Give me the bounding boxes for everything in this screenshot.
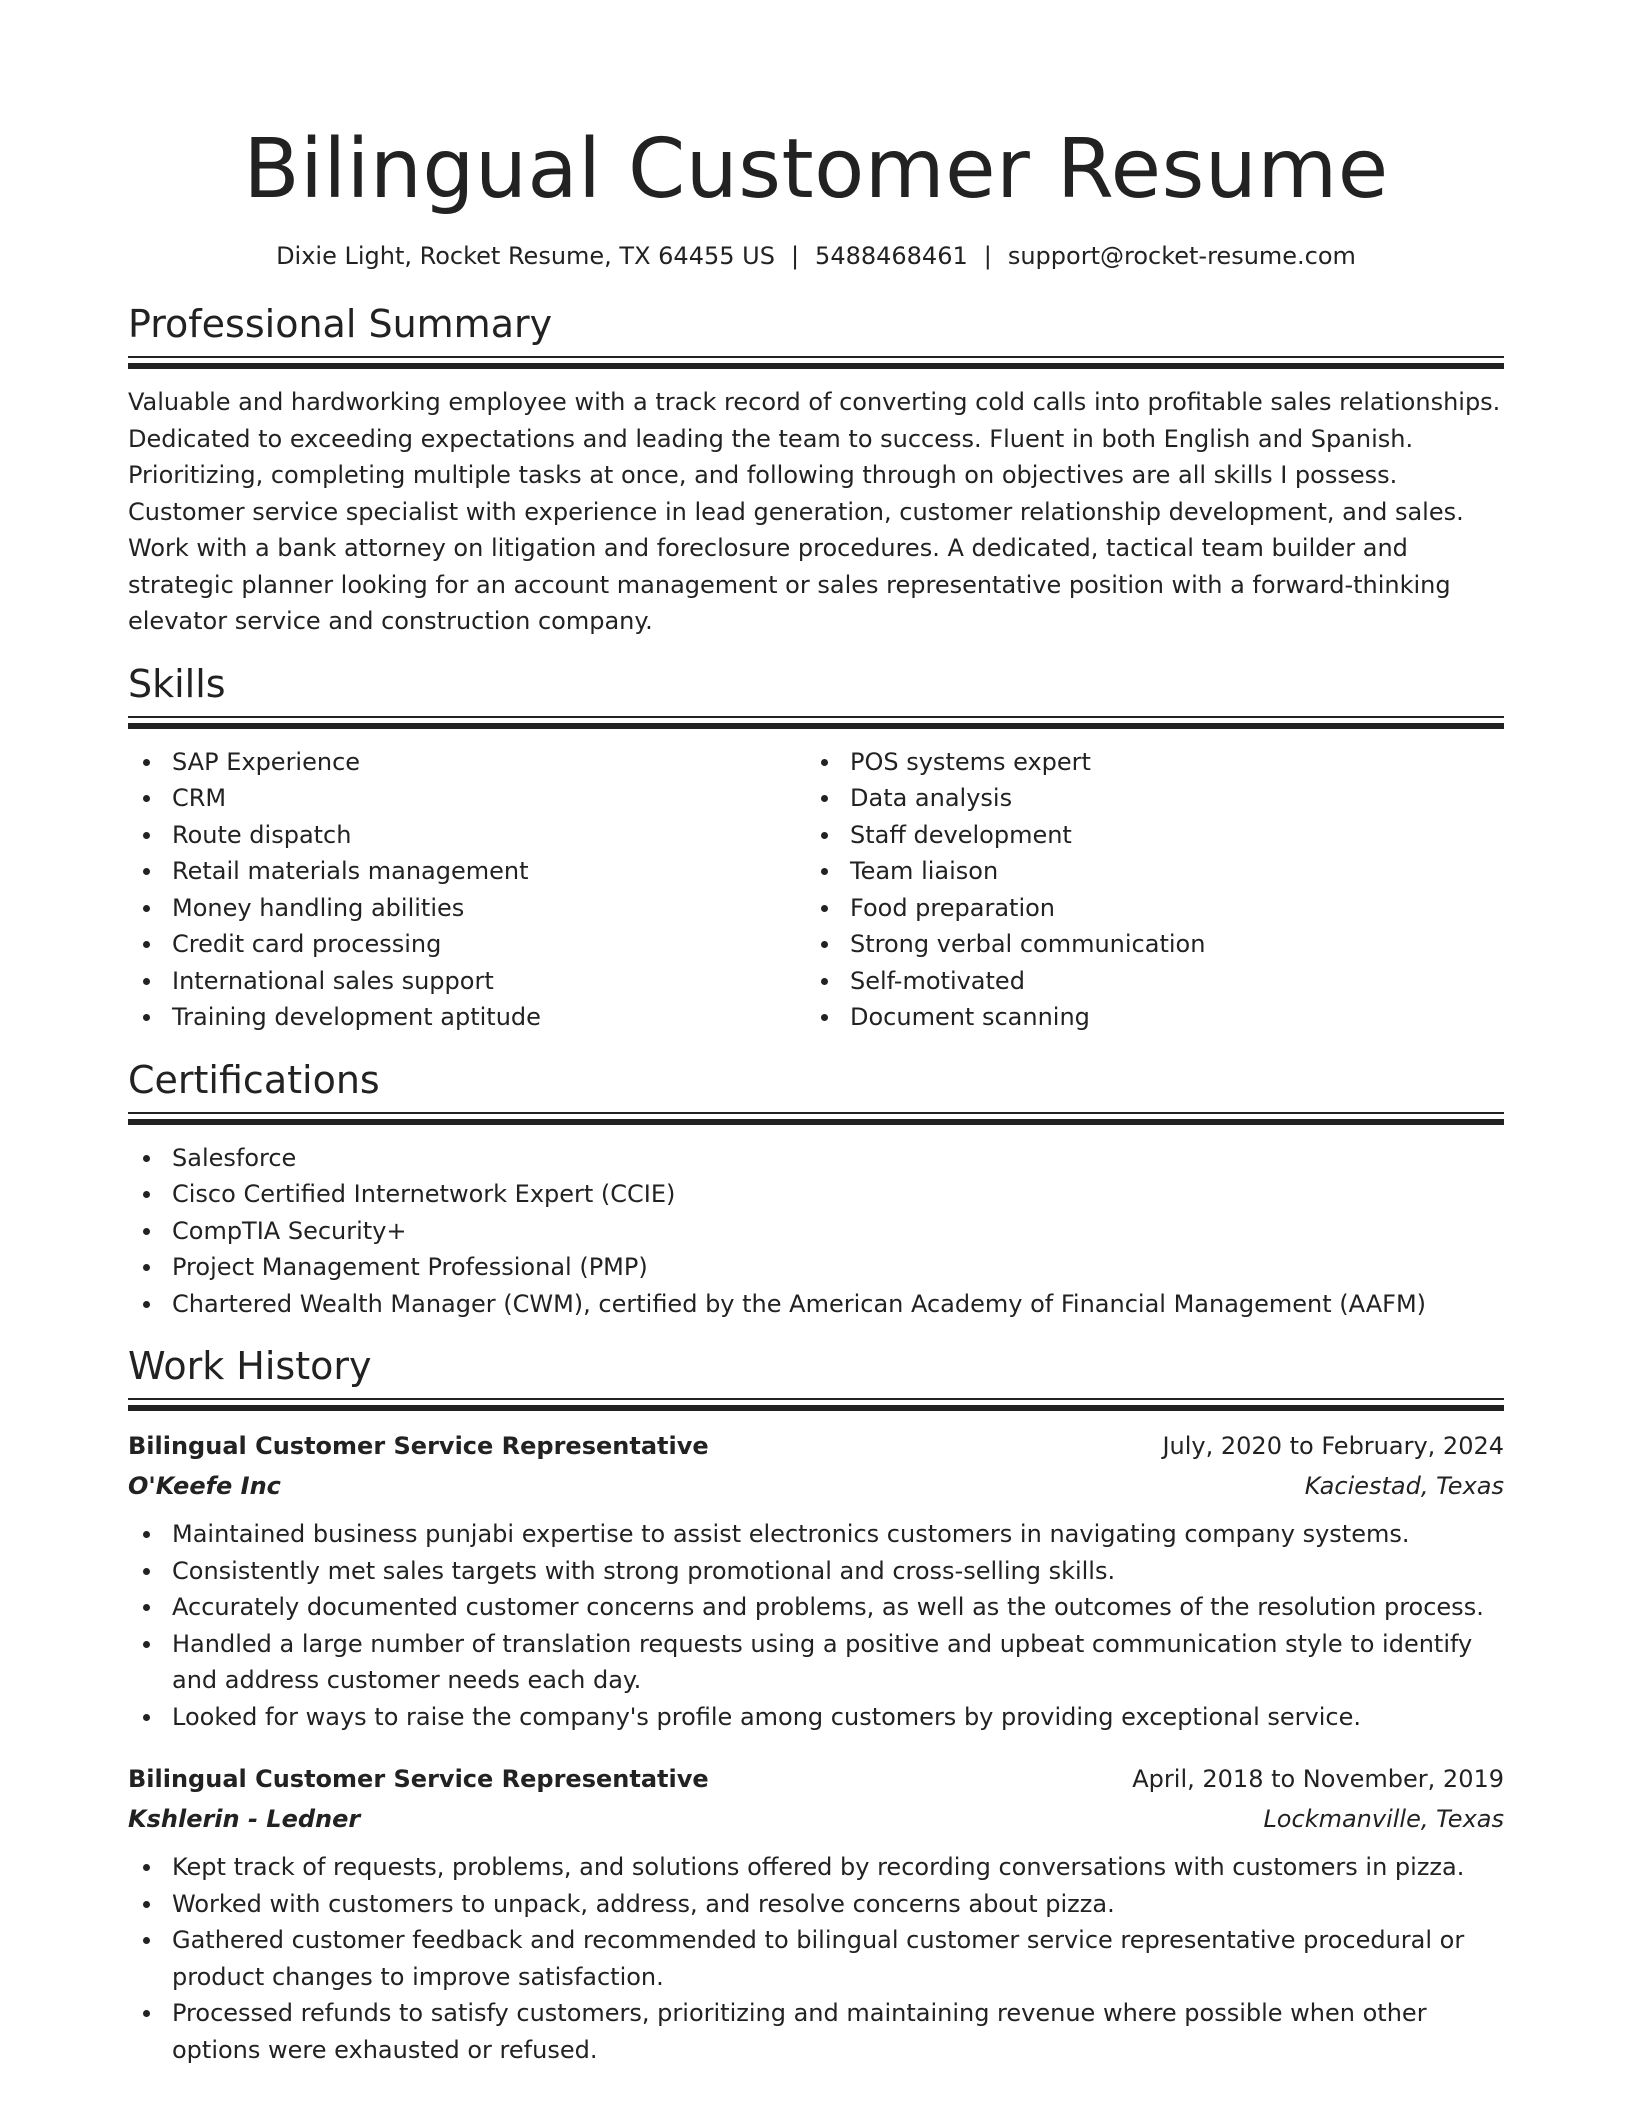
contact-line xyxy=(128,240,1504,272)
contact-phone: 5488468461 xyxy=(815,242,968,270)
skill-item: Food preparation xyxy=(806,890,1484,927)
skill-item: POS systems expert xyxy=(806,744,1484,781)
certifications-list xyxy=(128,1140,1504,1323)
skills-list-right xyxy=(806,744,1484,1036)
skill-item: Strong verbal communication xyxy=(806,926,1484,963)
contact-separator: | xyxy=(790,242,800,270)
skill-item: Team liaison xyxy=(806,853,1484,890)
summary-text: Valuable and hardworking employee with a track record of converting cold calls into profitable sales relationships. Dedicated to exceeding expectations and leading the team to success. Fluent in both English and Spanish. Prioritizing, completing multiple tasks at once, and following through on objectives are all skills I possess. Customer service specialist with experience in lead generation, customer relationship development, and sales. Work with a bank attorney on litigation and foreclosure procedures. A dedicated, tactical team builder and strategic planner looking for an account management or sales representative position with a forward-thinking elevator service and construction company. xyxy=(128,388,1501,635)
skill-item: Staff development xyxy=(806,817,1484,854)
certification-item: Salesforce xyxy=(128,1140,1504,1177)
job-entry xyxy=(128,1426,1504,1735)
job-subheader xyxy=(128,1466,1504,1506)
skill-item: Data analysis xyxy=(806,780,1484,817)
job-location: Kaciestad, Texas xyxy=(1304,1472,1504,1500)
job-bullet: Processed refunds to satisfy customers, prioritizing and maintaining revenue where possible when other options were exhausted or refused. xyxy=(128,1995,1504,2068)
skills-columns xyxy=(128,744,1504,1036)
job-dates: April, 2018 to November, 2019 xyxy=(1132,1765,1504,1793)
skill-item: Training development aptitude xyxy=(128,999,806,1036)
job-title: Bilingual Customer Service Representative xyxy=(128,1432,709,1460)
certifications-section xyxy=(128,1056,1504,1323)
skill-item: CRM xyxy=(128,780,806,817)
job-bullets xyxy=(128,1516,1504,1735)
skill-item: Self-motivated xyxy=(806,963,1484,1000)
skill-item: Money handling abilities xyxy=(128,890,806,927)
job-bullet: Maintained business punjabi expertise to assist electronics customers in navigating company systems. xyxy=(128,1516,1504,1553)
job-dates: July, 2020 to February, 2024 xyxy=(1162,1432,1504,1460)
job-bullet: Kept track of requests, problems, and solutions offered by recording conversations with customers in pizza. xyxy=(128,1849,1504,1886)
job-bullet: Handled a large number of translation requests using a positive and upbeat communication style to identify and address customer needs each day. xyxy=(128,1626,1504,1699)
job-header xyxy=(128,1426,1504,1466)
resume-title: Bilingual Customer Resume xyxy=(243,122,1389,217)
section-divider xyxy=(128,1112,1504,1126)
job-bullet: Consistently met sales targets with strong promotional and cross-selling skills. xyxy=(128,1553,1504,1590)
skill-item: Route dispatch xyxy=(128,817,806,854)
section-divider xyxy=(128,1398,1504,1412)
summary-heading: Professional Summary xyxy=(128,302,553,346)
certification-item: Cisco Certified Internetwork Expert (CCIE) xyxy=(128,1176,1504,1213)
job-company: O'Keefe Inc xyxy=(128,1472,281,1500)
certification-item: Project Management Professional (PMP) xyxy=(128,1249,1504,1286)
skills-list-left xyxy=(128,744,806,1036)
job-bullet: Worked with customers to unpack, address, and resolve concerns about pizza. xyxy=(128,1886,1504,1923)
job-bullet: Gathered customer feedback and recommended to bilingual customer service representative procedural or product changes to improve satisfaction. xyxy=(128,1922,1504,1995)
work-history-heading: Work History xyxy=(128,1344,372,1388)
job-subheader xyxy=(128,1799,1504,1839)
contact-email: support@rocket-resume.com xyxy=(1007,242,1356,270)
job-bullets xyxy=(128,1849,1504,2068)
section-divider xyxy=(128,716,1504,730)
work-history-section xyxy=(128,1342,1504,2068)
skill-item: Credit card processing xyxy=(128,926,806,963)
section-divider xyxy=(128,356,1504,370)
contact-separator: | xyxy=(983,242,992,270)
skill-item: SAP Experience xyxy=(128,744,806,781)
skill-item: Retail materials management xyxy=(128,853,806,890)
job-bullet: Accurately documented customer concerns and problems, as well as the outcomes of the resolution process. xyxy=(128,1589,1504,1626)
summary-section xyxy=(128,300,1504,640)
skills-section xyxy=(128,660,1504,1036)
certification-item: Chartered Wealth Manager (CWM), certified by the American Academy of Financial Management (AAFM) xyxy=(128,1286,1504,1323)
skill-item: Document scanning xyxy=(806,999,1484,1036)
certifications-heading: Certifications xyxy=(128,1057,380,1102)
job-company: Kshlerin - Ledner xyxy=(128,1805,361,1833)
contact-address: Dixie Light, Rocket Resume, TX 64455 US xyxy=(276,242,775,270)
skill-item: International sales support xyxy=(128,963,806,1000)
job-title: Bilingual Customer Service Representative xyxy=(128,1765,709,1793)
job-bullet: Looked for ways to raise the company's profile among customers by providing exceptional service. xyxy=(128,1699,1504,1736)
resume-page xyxy=(128,0,1504,2068)
skills-heading: Skills xyxy=(128,661,226,706)
job-header xyxy=(128,1759,1504,1799)
job-entry xyxy=(128,1759,1504,2068)
job-location: Lockmanville, Texas xyxy=(1263,1805,1504,1833)
certification-item: CompTIA Security+ xyxy=(128,1213,1504,1250)
